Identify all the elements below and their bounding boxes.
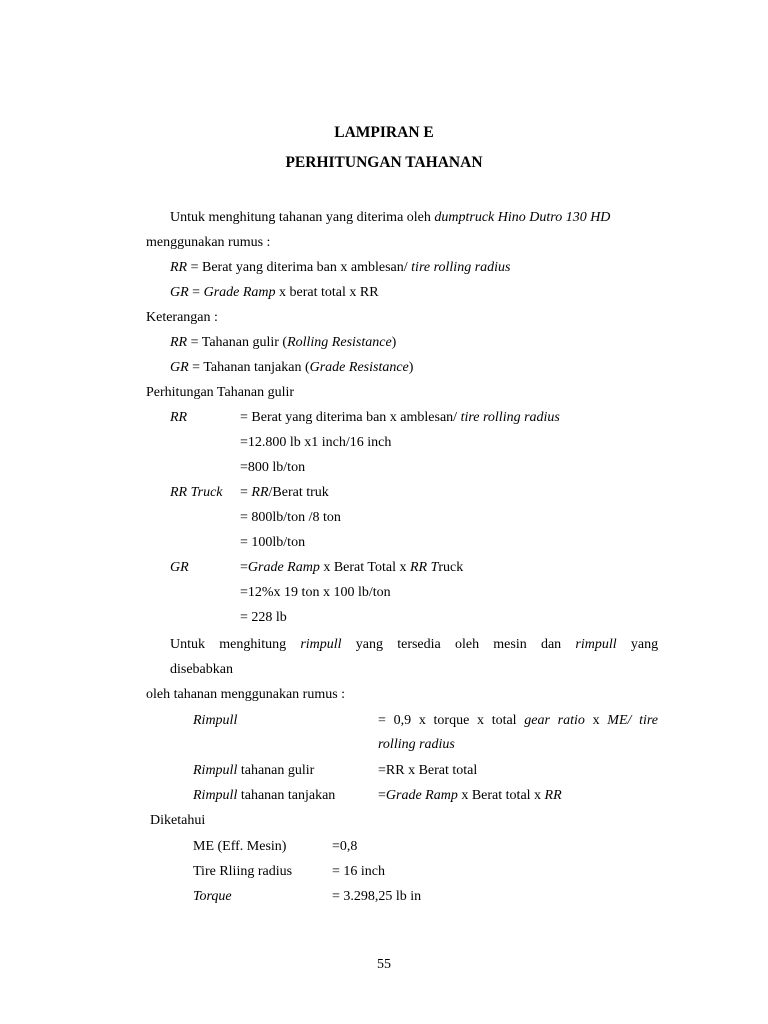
rimpull-formula-value-cont: rolling radius [378,737,455,752]
tire-radius-value: = 16 inch [332,864,385,879]
rimpull-tanjakan-label: Rimpull tahanan tanjakan [193,788,336,803]
diketahui-label: Diketahui [150,813,206,828]
page-number: 55 [377,957,391,972]
page-subtitle: PERHITUNGAN TAHANAN [285,154,483,171]
perhitungan-label: Perhitungan Tahanan gulir [146,385,295,400]
rimpull-intro-line-3: oleh tahanan menggunakan rumus : [146,687,346,702]
tire-radius-label: Tire Rliing radius [193,864,293,879]
intro-line-2: menggunakan rumus : [146,235,271,250]
calc-rrtruck-line-3: = 100lb/ton [240,535,306,550]
keterangan-gr: GR = Tahanan tanjakan (Grade Resistance) [170,360,414,375]
formula-rr: RR = Berat yang diterima ban x amblesan/ tire rolling radius [170,260,511,275]
rimpull-formula-value: = 0,9 x torque x total gear ratio x ME/ tire [378,713,659,728]
me-label: ME (Eff. Mesin) [193,839,287,854]
calc-rrtruck-label: RR Truck [170,485,223,500]
rimpull-gulir-label: Rimpull tahanan gulir [193,763,315,778]
torque-value: = 3.298,25 lb in [332,889,422,904]
calc-gr-line-2: =12%x 19 ton x 100 lb/ton [240,585,391,600]
intro-line-1: Untuk menghitung tahanan yang diterima oleh dumptruck Hino Dutro 130 HD [170,210,611,225]
page-title: LAMPIRAN E [334,124,434,141]
torque-label: Torque [193,889,232,904]
rimpull-gulir-value: =RR x Berat total [378,763,478,778]
calc-rrtruck-line-1: = RR/Berat truk [240,485,329,500]
keterangan-rr: RR = Tahanan gulir (Rolling Resistance) [170,335,397,350]
me-value: =0,8 [332,839,358,854]
calc-rr-line-1: = Berat yang diterima ban x amblesan/ tire rolling radius [240,410,560,425]
rimpull-intro-line-1: Untuk menghitung rimpull yang tersedia oleh mesin dan rimpull yang [170,637,659,652]
calc-rr-line-3: =800 lb/ton [240,460,306,475]
calc-rr-label: RR [170,410,188,425]
calc-rrtruck-line-2: = 800lb/ton /8 ton [240,510,341,525]
rimpull-tanjakan-value: =Grade Ramp x Berat total x RR [378,788,562,803]
calc-rr-line-2: =12.800 lb x1 inch/16 inch [240,435,392,450]
calc-gr-label: GR [170,560,189,575]
calc-gr-line-3: = 228 lb [240,610,287,625]
keterangan-label: Keterangan : [146,310,218,325]
rimpull-formula-label: Rimpull [193,713,238,728]
formula-gr: GR = Grade Ramp x berat total x RR [170,285,379,300]
calc-gr-line-1: =Grade Ramp x Berat Total x RR Truck [240,560,464,575]
rimpull-intro-line-2: disebabkan [170,662,233,677]
